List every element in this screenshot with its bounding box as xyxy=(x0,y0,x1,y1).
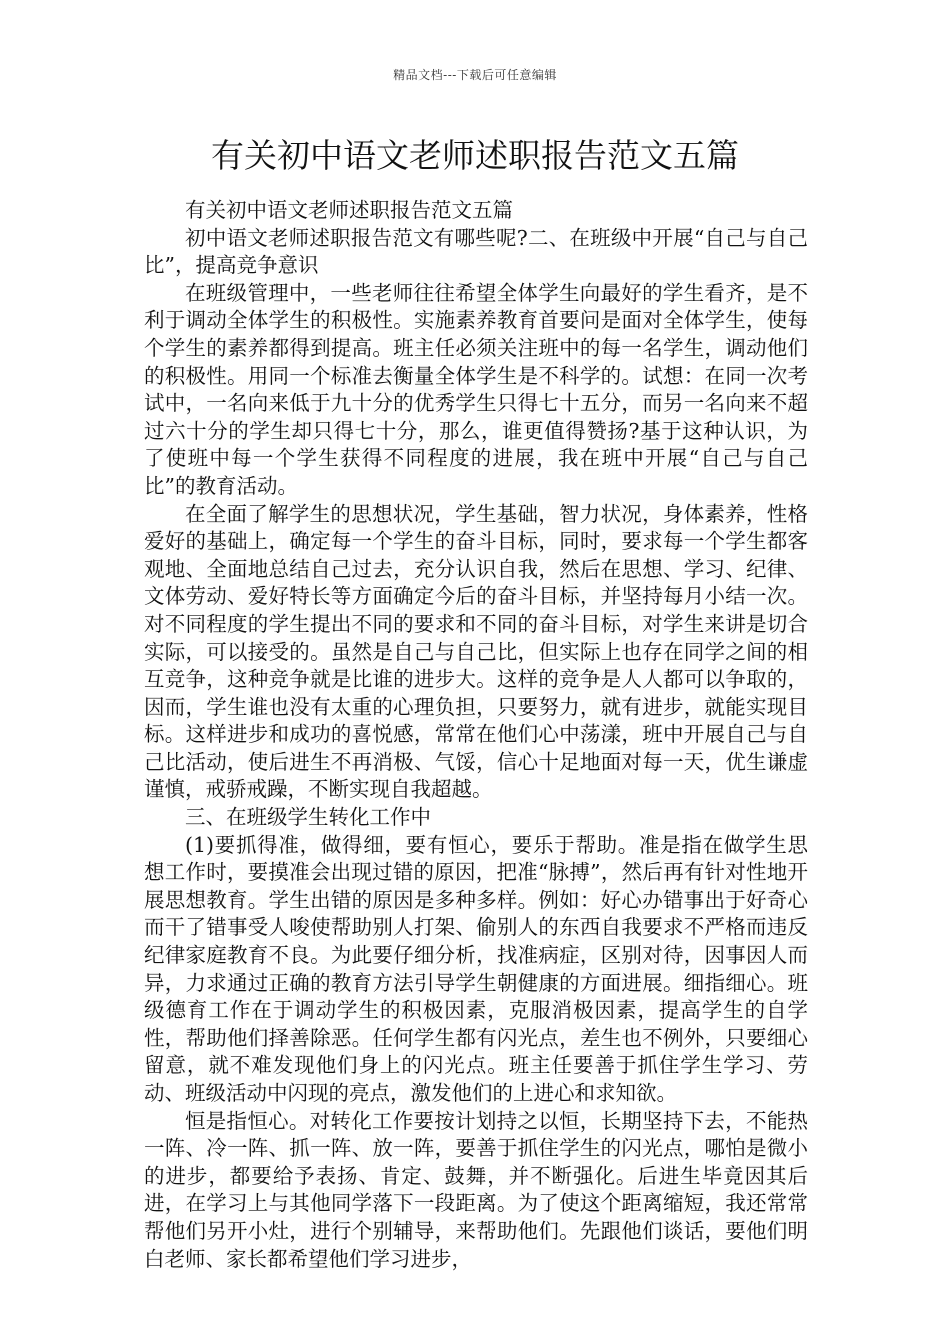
paragraph: (1)要抓得准，做得细，要有恒心，要乐于帮助。准是指在做学生思想工作时，要摸准会出现过错的原因，把准“脉搏”，然后再有针对性地开展思想教育。学生出错的原因是多种多样。例如：好心办错事出于好奇心而干了错事受人唆使帮助别人打架、偷别人的东西自我要求不严格而违反纪律家庭教育不良。为此要仔细分析，找准病症，区别对待，因事因人而异，力求通过正确的教育方法引导学生朝健康的方面进展。细指细心。班级德育工作在于调动学生的积极因素，克服消极因素，提高学生的自学性，帮助他们择善除恶。任何学生都有闪光点，差生也不例外，只要细心留意，就不难发现他们身上的闪光点。班主任要善于抓住学生学习、劳动、班级活动中闪现的亮点，激发他们的上进心和求知欲。 xyxy=(144,832,808,1105)
header-note: 精品文档---下载后可任意编辑 xyxy=(393,68,557,82)
paragraph: 初中语文老师述职报告范文有哪些呢?二、在班级中开展“自己与自己比”，提高竞争意识 xyxy=(144,225,808,278)
paragraph: 在班级管理中，一些老师往往希望全体学生向最好的学生看齐，是不利于调动全体学生的积极性。实施素养教育首要问是面对全体学生，使每个学生的素养都得到提高。班主任必须关注班中的每一名学生，调动他们的积极性。用同一个标准去衡量全体学生是不科学的。试想：在同一次考试中，一名向来低于九十分的优秀学生只得七十五分，而另一名向来不超过六十分的学生却只得七十分，那么，谁更值得赞扬?基于这种认识，为了使班中每一个学生获得不同程度的进展，我在班中开展“自己与自己比”的教育活动。 xyxy=(144,280,808,498)
paragraph: 有关初中语文老师述职报告范文五篇 xyxy=(185,198,513,222)
document-body xyxy=(144,197,808,1273)
document-title: 有关初中语文老师述职报告范文五篇 xyxy=(211,136,739,175)
paragraph: 在全面了解学生的思想状况，学生基础，智力状况，身体素养，性格爱好的基础上，确定每一个学生的奋斗目标，同时，要求每一个学生都客观地、全面地总结自己过去，充分认识自我，然后在思想、学习、纪律、文体劳动、爱好特长等方面确定今后的奋斗目标，并坚持每月小结一次。对不同程度的学生提出不同的要求和不同的奋斗目标，对学生来讲是切合实际，可以接受的。虽然是自己与自己比，但实际上也存在同学之间的相互竞争，这种竞争就是比谁的进步大。这样的竞争是人人都可以争取的，因而，学生谁也没有太重的心理负担，只要努力，就有进步，就能实现目标。这样进步和成功的喜悦感，常常在他们心中荡漾，班中开展自己与自己比活动，使后进生不再消极、气馁，信心十足地面对每一天，优生谦虚谨慎，戒骄戒躁，不断实现自我超越。 xyxy=(144,501,808,802)
paragraph: 恒是指恒心。对转化工作要按计划持之以恒，长期坚持下去，不能热一阵、冷一阵、抓一阵、放一阵，要善于抓住学生的闪光点，哪怕是微小的进步，都要给予表扬、肯定、鼓舞，并不断强化。后进生毕竟因其后进，在学习上与其他同学落下一段距离。为了使这个距离缩短，我还常常帮他们另开小灶，进行个别辅导，来帮助他们。先跟他们谈话，要他们明白老师、家长都希望他们学习进步， xyxy=(144,1108,808,1271)
section-heading: 三、在班级学生转化工作中 xyxy=(185,805,431,830)
